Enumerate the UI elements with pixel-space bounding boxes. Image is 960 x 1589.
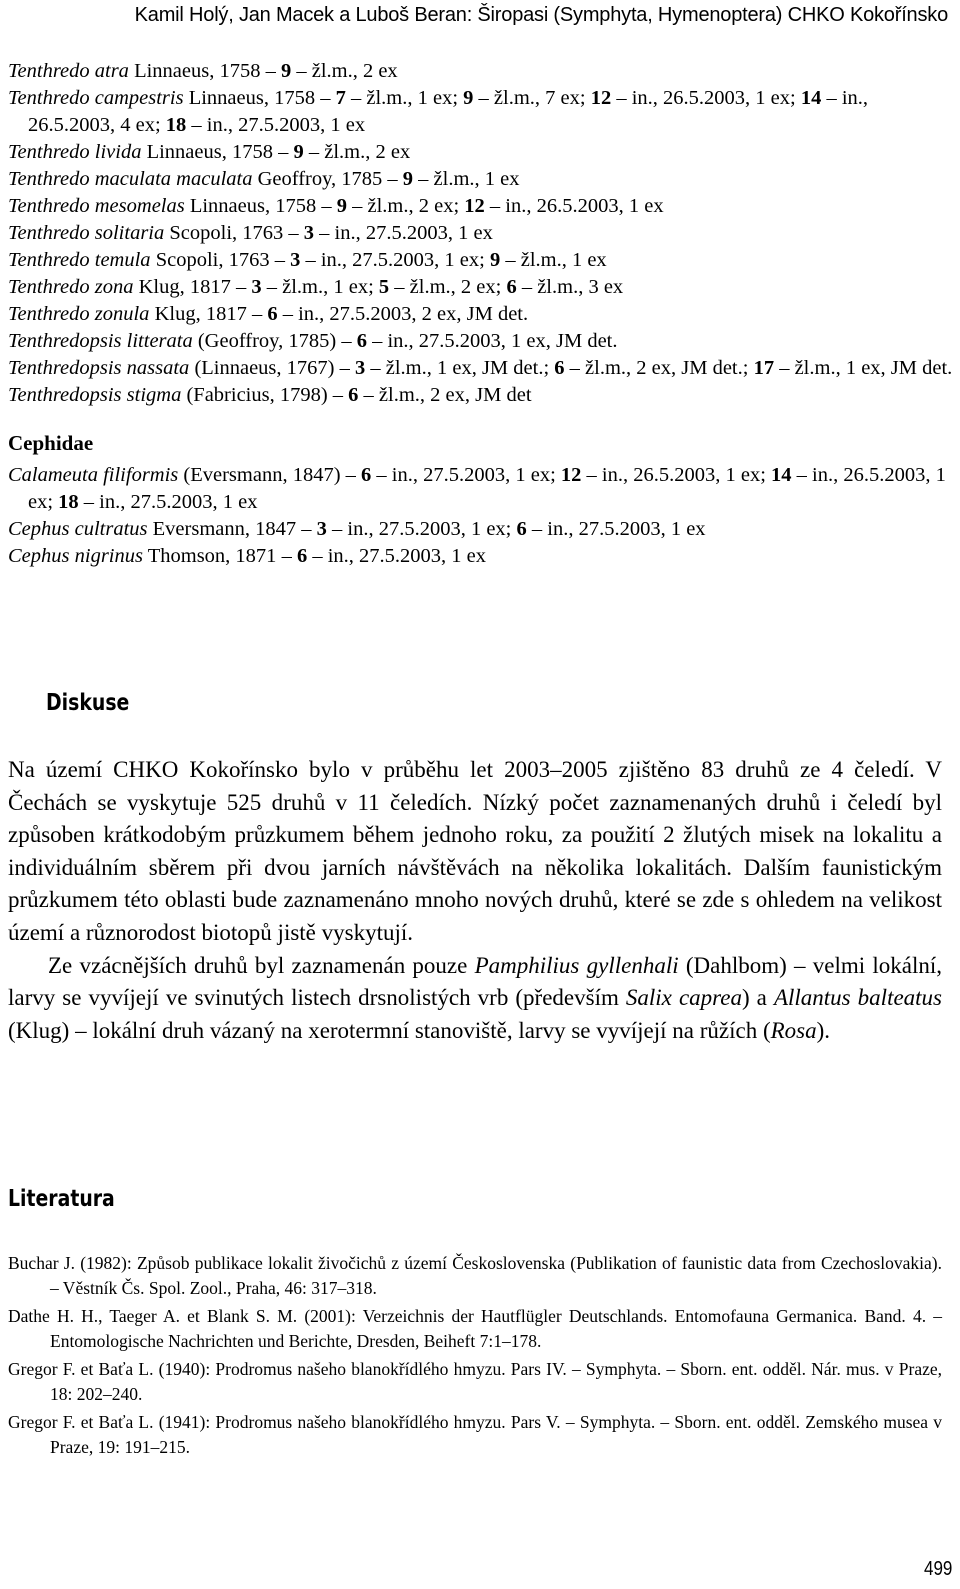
locality-number: 12 — [560, 464, 582, 486]
running-header: Kamil Holý, Jan Macek a Luboš Beran: Širopasi (Symphyta, Hymenoptera) CHKO Kokořínsko — [134, 4, 948, 26]
locality-number: 14 — [800, 87, 822, 109]
locality-number: 3 — [290, 249, 301, 271]
locality-number: 12 — [590, 87, 612, 109]
species-entry: Cephus nigrinus Thomson, 1871 – 6 – in., 27.5.2003, 1 ex — [8, 545, 486, 567]
locality-number: 17 — [753, 357, 775, 379]
species-name: Tenthredo campestris — [8, 87, 184, 109]
species-entry: Tenthredopsis nassata (Linnaeus, 1767) – 3 – žl.m., 1 ex, JM det.; 6 – žl.m., 2 ex, JM det.; 17 – žl.m., 1 ex, JM det. — [8, 357, 953, 379]
locality-number: 9 — [489, 249, 501, 271]
locality-number: 3 — [251, 276, 262, 298]
locality-number: 6 — [506, 276, 517, 298]
species-name: Tenthredo mesomelas — [8, 195, 185, 217]
species-name: Tenthredo temula — [8, 249, 151, 271]
species-entry: Tenthredo zona Klug, 1817 – 3 – žl.m., 1 ex; 5 – žl.m., 2 ex; 6 – žl.m., 3 ex — [8, 276, 624, 298]
species-name: Tenthredo maculata maculata — [8, 168, 253, 190]
discussion-paragraph-1: Na území CHKO Kokořínsko bylo v průběhu let 2003–2005 zjištěno 83 druhů ze 4 čeledí. V Čechách se vyskytuje 525 druhů v 11 čeledích. Nízký počet zaznamenaných druhů i čeledí byl způsoben krátkodobým průzkumem během jednoho roku, za použití 2 žlutých misek na lokalitu a individuálním sběrem při dvou jarních návštěvách na několika lokalitách. Dalším faunistickým průzkumem této oblasti bude zaznamenáno mnoho nových druhů, které se zde s ohledem na velikost území a různorodost biotopů jistě vyskytují. — [8, 757, 942, 945]
locality-number: 9 — [336, 195, 347, 217]
species-entry: Tenthredo atra Linnaeus, 1758 – 9 – žl.m., 2 ex — [8, 60, 398, 82]
locality-number: 5 — [378, 276, 390, 298]
species-name: Pamphilius gyllenhali — [474, 952, 679, 978]
reference-list — [8, 1251, 942, 1463]
locality-number: 3 — [316, 518, 327, 540]
species-name: Calameuta filiformis — [8, 464, 179, 486]
species-entry: Cephus cultratus Eversmann, 1847 – 3 – in., 27.5.2003, 1 ex; 6 – in., 27.5.2003, 1 ex — [8, 518, 706, 540]
locality-number: 18 — [58, 491, 79, 513]
species-entry: Tenthredo mesomelas Linnaeus, 1758 – 9 – žl.m., 2 ex; 12 – in., 26.5.2003, 1 ex — [8, 195, 664, 217]
locality-number: 9 — [293, 141, 304, 163]
locality-number: 7 — [335, 87, 346, 109]
cephidae-list — [8, 462, 953, 570]
locality-number: 6 — [356, 330, 367, 352]
species-entry: Tenthredo solitaria Scopoli, 1763 – 3 – in., 27.5.2003, 1 ex — [8, 222, 493, 244]
literature-heading: Literatura — [8, 1186, 115, 1212]
species-entry: Calameuta filiformis (Eversmann, 1847) – 6 – in., 27.5.2003, 1 ex; 12 – in., 26.5.2003, 1 ex; 14 – in., 26.5.2003, 1 ex; 18 – in., 27.5.2003, 1 ex — [8, 464, 946, 513]
species-name: Tenthredo atra — [8, 60, 129, 82]
species-name: Tenthredo zona — [8, 276, 134, 298]
discussion-body — [8, 754, 942, 1047]
family-title-cephidae: Cephidae — [8, 431, 94, 455]
species-name: Tenthredo solitaria — [8, 222, 165, 244]
species-name: Tenthredopsis nassata — [8, 357, 190, 379]
locality-number: 6 — [554, 357, 565, 379]
reference-item: Dathe H. H., Taeger A. et Blank S. M. (2001): Verzeichnis der Hautflügler Deutschlands. Entomofauna Germanica. Band. 4. – Entomologische Nachrichten und Berichte, Dresden, Beiheft 7:1–178. — [8, 1306, 942, 1351]
reference-item: Gregor F. et Baťa L. (1941): Prodromus našeho blanokřídlého hmyzu. Pars V. – Symphyta. – Sborn. ent. odděl. Zemského musea v Praze, 19: 191–215. — [8, 1412, 942, 1457]
locality-number: 9 — [463, 87, 474, 109]
species-name: Tenthredo zonula — [8, 303, 150, 325]
reference-item: Gregor F. et Baťa L. (1940): Prodromus našeho blanokřídlého hmyzu. Pars IV. – Symphyta. – Sborn. ent. odděl. Nár. mus. v Praze, 18: 202–240. — [8, 1359, 942, 1404]
species-name: Tenthredopsis litterata — [8, 330, 193, 352]
locality-number: 6 — [361, 464, 372, 486]
reference-item: Buchar J. (1982): Způsob publikace lokalit živočichů z území Československa (Publikation of faunistic data from Czechoslovakia). – Věstník Čs. Spol. Zool., Praha, 46: 317–318. — [8, 1253, 942, 1298]
species-name: Tenthredopsis stigma — [8, 384, 182, 406]
species-name: Salix caprea — [625, 985, 742, 1011]
species-name: Rosa — [770, 1017, 817, 1043]
locality-number: 6 — [516, 518, 527, 540]
species-entry: Tenthredo zonula Klug, 1817 – 6 – in., 27.5.2003, 2 ex, JM det. — [8, 303, 529, 325]
species-entry: Tenthredopsis litterata (Geoffroy, 1785) – 6 – in., 27.5.2003, 1 ex, JM det. — [8, 330, 618, 352]
species-entry: Tenthredo temula Scopoli, 1763 – 3 – in., 27.5.2003, 1 ex; 9 – žl.m., 1 ex — [8, 249, 607, 271]
locality-number: 12 — [464, 195, 485, 217]
locality-number: 9 — [280, 60, 292, 82]
locality-number: 18 — [165, 114, 187, 136]
species-name: Allantus balteatus — [773, 985, 943, 1011]
locality-number: 3 — [354, 357, 366, 379]
species-entry: Tenthredo campestris Linnaeus, 1758 – 7 – žl.m., 1 ex; 9 – žl.m., 7 ex; 12 – in., 26.5.2003, 1 ex; 14 – in., 26.5.2003, 4 ex; 18 – in., 27.5.2003, 1 ex — [8, 87, 869, 136]
locality-number: 6 — [348, 384, 359, 406]
locality-number: 6 — [296, 545, 308, 567]
species-list — [8, 58, 953, 570]
species-name: Tenthredo livida — [8, 141, 142, 163]
discussion-heading: Diskuse — [46, 690, 130, 716]
species-entry: Tenthredopsis stigma (Fabricius, 1798) – 6 – žl.m., 2 ex, JM det — [8, 384, 532, 406]
species-name: Cephus cultratus — [8, 518, 148, 540]
discussion-paragraph-2: Ze vzácnějších druhů byl zaznamenán pouze Pamphilius gyllenhali (Dahlbom) – velmi lokální, larvy se vyvíjejí ve svinutých listech drsnolistých vrb (především Salix caprea) a Allantus balteatus (Klug) – lokální druh vázaný na xerotermní stanoviště, larvy se vyvíjejí na růžích (Rosa). — [8, 952, 943, 1043]
species-entry: Tenthredo livida Linnaeus, 1758 – 9 – žl.m., 2 ex — [8, 141, 411, 163]
page-number: 499 — [923, 1558, 952, 1580]
locality-number: 9 — [402, 168, 414, 190]
tenthredinidae-list — [8, 58, 953, 409]
locality-number: 3 — [303, 222, 315, 244]
species-name: Cephus nigrinus — [8, 545, 143, 567]
locality-number: 14 — [771, 464, 792, 486]
locality-number: 6 — [267, 303, 278, 325]
species-entry: Tenthredo maculata maculata Geoffroy, 1785 – 9 – žl.m., 1 ex — [8, 168, 520, 190]
